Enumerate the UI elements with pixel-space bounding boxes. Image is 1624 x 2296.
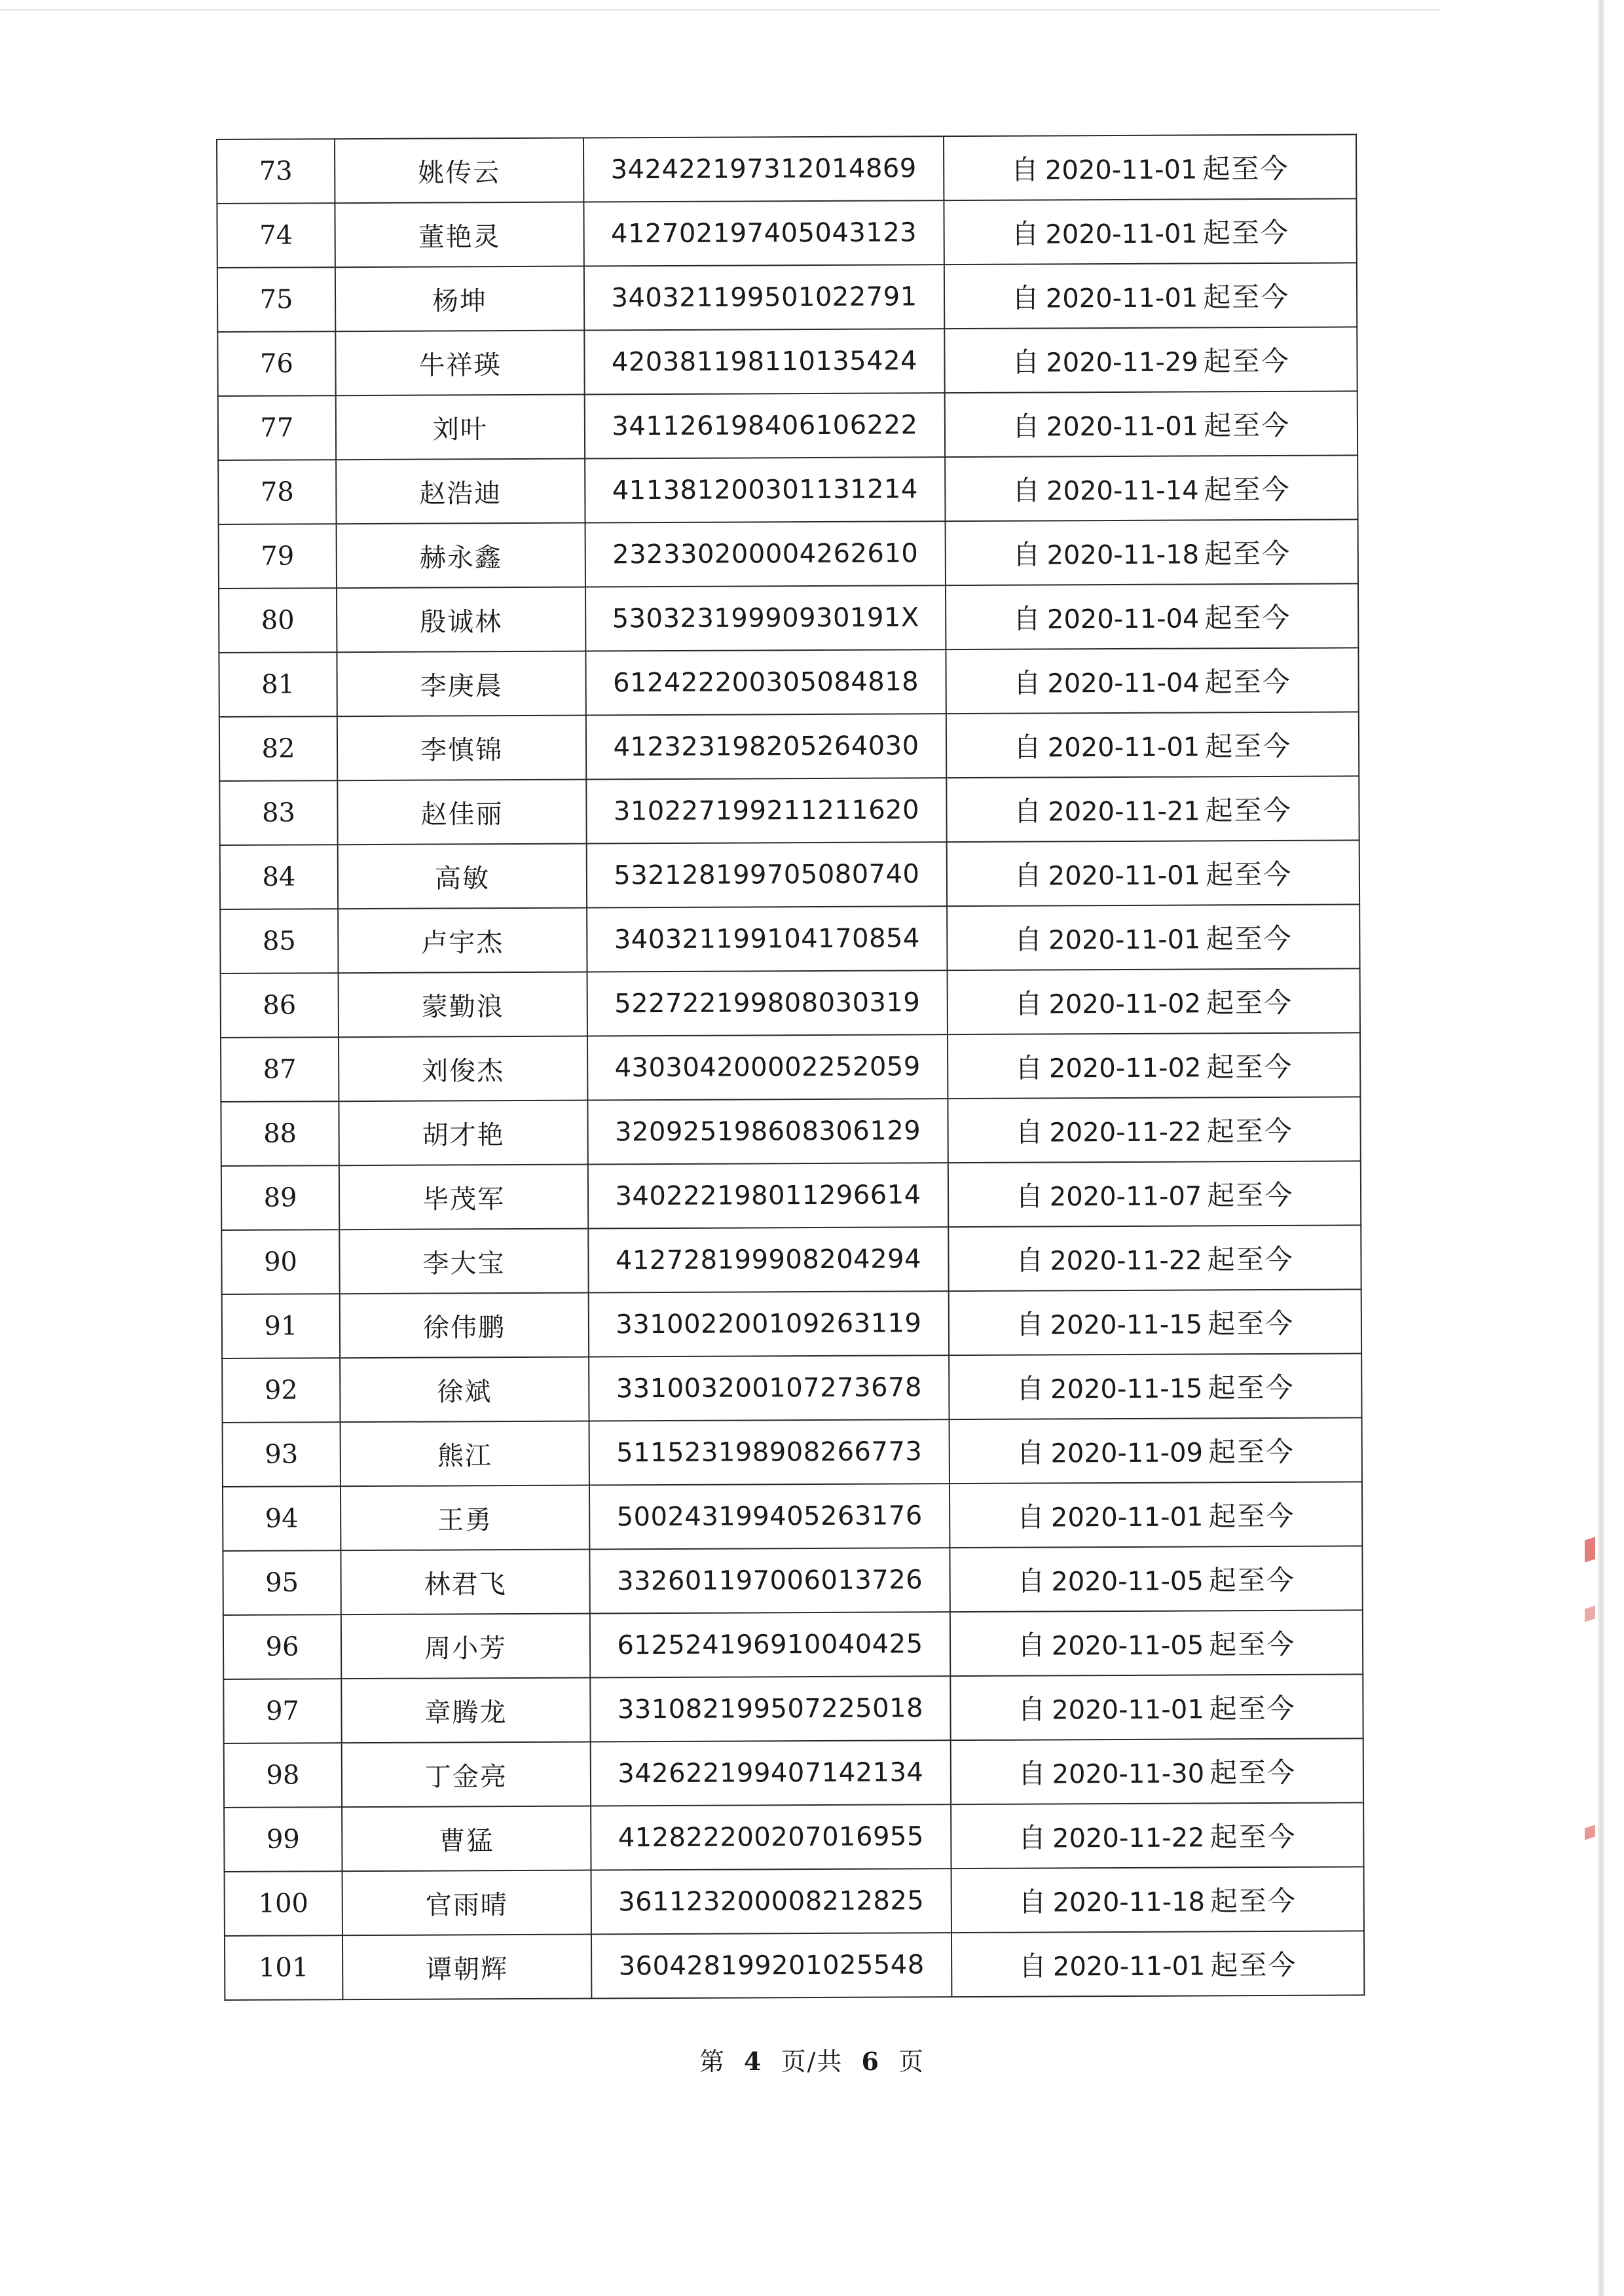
since-date: 2020-11-01 xyxy=(1045,283,1198,314)
id-number-cell: 331082199507225018 xyxy=(590,1676,950,1741)
since-prefix: 自 xyxy=(1010,153,1041,186)
id-number-cell: 331003200107273678 xyxy=(589,1355,949,1421)
since-suffix: 起至今 xyxy=(1206,858,1293,891)
since-suffix: 起至今 xyxy=(1208,1435,1295,1468)
id-number-cell: 511523198908266773 xyxy=(589,1419,950,1485)
since-suffix: 起至今 xyxy=(1210,1948,1297,1982)
since-prefix: 自 xyxy=(1011,217,1041,250)
since-prefix: 自 xyxy=(1013,731,1043,763)
row-number-cell: 78 xyxy=(218,460,336,524)
since-suffix: 起至今 xyxy=(1205,793,1292,827)
name-cell: 蒙勤浪 xyxy=(339,972,587,1038)
table-row xyxy=(219,712,1359,781)
id-number-cell: 411381200301131214 xyxy=(585,457,945,522)
since-date-cell xyxy=(951,1802,1363,1868)
row-number-cell: 85 xyxy=(220,909,338,974)
id-number-cell: 342422197312014869 xyxy=(583,136,944,202)
name-cell: 赫永鑫 xyxy=(337,523,585,589)
name-cell: 赵佳丽 xyxy=(337,780,586,845)
since-prefix: 自 xyxy=(1012,474,1042,507)
id-number-cell: 310227199211211620 xyxy=(586,778,946,843)
since-date-cell xyxy=(945,455,1357,521)
since-date-cell xyxy=(950,1482,1362,1548)
row-number-cell: 94 xyxy=(223,1486,341,1551)
since-prefix: 自 xyxy=(1014,795,1043,828)
since-date: 2020-11-01 xyxy=(1047,732,1200,763)
since-prefix: 自 xyxy=(1016,1308,1045,1341)
row-number-cell: 93 xyxy=(223,1422,341,1487)
table-row xyxy=(225,1931,1364,2000)
name-cell: 刘俊杰 xyxy=(339,1036,587,1102)
since-date-cell xyxy=(948,968,1360,1034)
table-row xyxy=(217,198,1356,268)
name-cell: 曹猛 xyxy=(342,1806,591,1872)
since-date: 2020-11-22 xyxy=(1049,1117,1202,1148)
seal-fragment xyxy=(1585,1537,1595,1562)
table-row xyxy=(218,391,1357,460)
since-prefix: 自 xyxy=(1018,1821,1048,1854)
table-row xyxy=(221,1225,1361,1294)
id-number-cell: 332601197006013726 xyxy=(589,1548,950,1613)
name-cell: 姚传云 xyxy=(335,138,583,204)
since-date: 2020-11-14 xyxy=(1046,475,1199,507)
since-suffix: 起至今 xyxy=(1208,1499,1295,1533)
since-date: 2020-11-18 xyxy=(1052,1887,1206,1918)
since-prefix: 自 xyxy=(1018,1693,1047,1726)
table-row xyxy=(222,1289,1361,1358)
table-row xyxy=(221,1161,1361,1230)
since-prefix: 自 xyxy=(1018,1886,1048,1918)
table-row xyxy=(223,1610,1363,1679)
since-date: 2020-11-01 xyxy=(1045,219,1198,250)
id-number-cell: 500243199405263176 xyxy=(589,1484,950,1549)
name-cell: 章腾龙 xyxy=(341,1678,590,1743)
since-date-cell xyxy=(948,1032,1360,1099)
since-date: 2020-11-04 xyxy=(1047,668,1200,699)
since-date: 2020-11-09 xyxy=(1050,1438,1204,1469)
name-cell: 周小芳 xyxy=(341,1614,590,1679)
name-cell: 殷诚林 xyxy=(337,587,585,653)
table-row xyxy=(219,776,1359,845)
since-suffix: 起至今 xyxy=(1204,601,1291,634)
footer-suffix: 页 xyxy=(898,2047,925,2076)
roster-body xyxy=(217,134,1364,2000)
since-suffix: 起至今 xyxy=(1202,152,1289,185)
since-suffix: 起至今 xyxy=(1206,922,1293,955)
id-number-cell: 412822200207016955 xyxy=(591,1804,951,1870)
table-row xyxy=(223,1417,1362,1487)
since-suffix: 起至今 xyxy=(1204,473,1291,506)
since-date-cell xyxy=(949,1353,1361,1419)
name-cell: 丁金亮 xyxy=(342,1742,591,1808)
since-prefix: 自 xyxy=(1016,1244,1045,1277)
since-suffix: 起至今 xyxy=(1208,1307,1295,1340)
name-cell: 李庚晨 xyxy=(337,651,585,717)
since-date-cell xyxy=(951,1931,1364,1997)
id-number-cell: 412728199908204294 xyxy=(588,1227,948,1292)
table-row xyxy=(221,968,1360,1038)
since-date-cell xyxy=(946,647,1358,714)
since-suffix: 起至今 xyxy=(1204,665,1291,699)
since-suffix: 起至今 xyxy=(1204,409,1291,442)
name-cell: 李大宝 xyxy=(339,1229,588,1294)
row-number-cell: 89 xyxy=(221,1165,339,1230)
table-row xyxy=(221,1097,1360,1166)
since-date-cell xyxy=(944,327,1357,393)
since-prefix: 自 xyxy=(1016,1372,1046,1405)
since-prefix: 自 xyxy=(1014,923,1044,956)
table-row xyxy=(217,263,1357,332)
since-date-cell xyxy=(947,840,1359,906)
since-suffix: 起至今 xyxy=(1206,1114,1293,1148)
row-number-cell: 87 xyxy=(221,1037,339,1102)
since-date: 2020-11-05 xyxy=(1051,1566,1204,1597)
name-cell: 牛祥瑛 xyxy=(335,331,584,396)
table-row xyxy=(221,1032,1360,1102)
table-row xyxy=(217,327,1357,396)
since-date-cell xyxy=(950,1610,1363,1676)
row-number-cell: 75 xyxy=(217,267,335,332)
footer-prefix: 第 xyxy=(699,2047,726,2076)
since-date-cell xyxy=(944,198,1356,264)
since-suffix: 起至今 xyxy=(1207,1243,1294,1276)
id-number-cell: 340222198011296614 xyxy=(588,1163,948,1228)
table-row xyxy=(220,904,1359,974)
since-date-cell xyxy=(951,1867,1364,1933)
since-suffix: 起至今 xyxy=(1209,1756,1297,1789)
current-page-number: 4 xyxy=(744,2047,763,2076)
since-date-cell xyxy=(949,1289,1361,1355)
row-number-cell: 82 xyxy=(219,716,337,781)
since-date-cell xyxy=(946,776,1359,842)
since-prefix: 自 xyxy=(1017,1565,1046,1597)
since-prefix: 自 xyxy=(1011,282,1041,314)
id-number-cell: 612422200305084818 xyxy=(585,649,946,715)
since-date: 2020-11-01 xyxy=(1048,924,1201,956)
row-number-cell: 86 xyxy=(221,973,339,1038)
since-date: 2020-11-30 xyxy=(1052,1758,1205,1790)
row-number-cell: 98 xyxy=(224,1743,342,1808)
name-cell: 林君飞 xyxy=(341,1550,589,1615)
since-prefix: 自 xyxy=(1015,1116,1044,1148)
row-number-cell: 91 xyxy=(222,1294,340,1358)
name-cell: 董艳灵 xyxy=(335,202,583,268)
id-number-cell: 420381198110135424 xyxy=(584,329,944,394)
since-suffix: 起至今 xyxy=(1209,1884,1297,1918)
since-prefix: 自 xyxy=(1014,1051,1044,1084)
since-prefix: 自 xyxy=(1018,1757,1047,1790)
id-number-cell: 360428199201025548 xyxy=(591,1933,951,1998)
table-row xyxy=(223,1546,1362,1615)
since-date-cell xyxy=(948,1161,1361,1227)
page-footer xyxy=(0,2041,1624,2077)
id-number-cell: 412323198205264030 xyxy=(586,714,946,779)
since-date-cell xyxy=(951,1738,1363,1804)
since-date: 2020-11-22 xyxy=(1050,1245,1202,1277)
since-prefix: 自 xyxy=(1018,1950,1048,1982)
since-prefix: 自 xyxy=(1012,538,1042,571)
since-suffix: 起至今 xyxy=(1208,1371,1295,1404)
footer-middle: 页/共 xyxy=(781,2047,843,2076)
since-date-cell xyxy=(948,1097,1360,1163)
id-number-cell: 522722199808030319 xyxy=(587,970,948,1036)
since-suffix: 起至今 xyxy=(1202,216,1289,249)
row-number-cell: 76 xyxy=(217,331,335,396)
table-row xyxy=(223,1674,1363,1743)
since-prefix: 自 xyxy=(1012,410,1041,443)
table-row xyxy=(224,1802,1363,1872)
since-suffix: 起至今 xyxy=(1205,729,1292,763)
since-date-cell xyxy=(944,134,1356,200)
since-date: 2020-11-29 xyxy=(1046,347,1198,378)
id-number-cell: 340321199104170854 xyxy=(587,906,947,972)
since-date: 2020-11-18 xyxy=(1046,539,1200,571)
row-number-cell: 95 xyxy=(223,1550,341,1615)
since-prefix: 自 xyxy=(1016,1501,1046,1533)
since-suffix: 起至今 xyxy=(1203,344,1290,378)
since-date: 2020-11-01 xyxy=(1046,411,1199,443)
table-row xyxy=(223,1482,1362,1551)
table-row xyxy=(219,583,1358,653)
table-row xyxy=(219,519,1358,589)
row-number-cell: 90 xyxy=(221,1230,339,1294)
since-date-cell xyxy=(946,519,1358,585)
since-suffix: 起至今 xyxy=(1206,986,1293,1019)
since-suffix: 起至今 xyxy=(1206,1050,1293,1084)
since-suffix: 起至今 xyxy=(1209,1692,1296,1725)
scan-right-edge xyxy=(1598,0,1604,2296)
row-number-cell: 74 xyxy=(217,203,335,268)
name-cell: 徐伟鹏 xyxy=(340,1293,589,1358)
row-number-cell: 80 xyxy=(219,588,337,653)
row-number-cell: 81 xyxy=(219,652,337,717)
id-number-cell: 412702197405043123 xyxy=(583,200,944,266)
id-number-cell: 532128199705080740 xyxy=(587,842,947,907)
since-date: 2020-11-04 xyxy=(1046,604,1200,635)
row-number-cell: 84 xyxy=(220,845,338,909)
name-cell: 高敏 xyxy=(338,844,587,909)
name-cell: 刘叶 xyxy=(336,395,585,460)
name-cell: 熊江 xyxy=(341,1421,589,1487)
table-row xyxy=(217,134,1356,204)
id-number-cell: 430304200002252059 xyxy=(587,1034,948,1100)
table-row xyxy=(222,1353,1361,1423)
id-number-cell: 53032319990930191X xyxy=(585,585,946,651)
row-number-cell: 99 xyxy=(224,1807,342,1872)
since-date-cell xyxy=(950,1674,1363,1740)
name-cell: 赵浩迪 xyxy=(336,459,585,524)
id-number-cell: 331002200109263119 xyxy=(589,1291,949,1357)
since-date: 2020-11-15 xyxy=(1050,1309,1203,1341)
scan-top-edge xyxy=(0,9,1441,10)
since-suffix: 起至今 xyxy=(1209,1820,1297,1853)
id-number-cell: 341126198406106222 xyxy=(585,393,945,458)
row-number-cell: 101 xyxy=(225,1935,342,2000)
name-cell: 毕茂军 xyxy=(339,1165,588,1230)
name-cell: 徐斌 xyxy=(340,1357,589,1423)
row-number-cell: 88 xyxy=(221,1101,339,1166)
since-suffix: 起至今 xyxy=(1208,1563,1295,1597)
since-prefix: 自 xyxy=(1013,666,1043,699)
table-row xyxy=(219,647,1358,717)
row-number-cell: 96 xyxy=(223,1614,341,1679)
id-number-cell: 342622199407142134 xyxy=(591,1740,951,1806)
name-cell: 杨坤 xyxy=(335,266,584,332)
since-date-cell xyxy=(946,712,1359,778)
roster-table xyxy=(216,134,1365,2001)
name-cell: 谭朝辉 xyxy=(342,1935,591,2000)
name-cell: 胡才艳 xyxy=(339,1101,587,1166)
since-date-cell xyxy=(946,583,1358,649)
name-cell: 卢宇杰 xyxy=(338,908,587,974)
id-number-cell: 232330200004262610 xyxy=(585,521,946,587)
since-suffix: 起至今 xyxy=(1209,1628,1296,1661)
table-row xyxy=(218,455,1357,524)
since-date: 2020-11-01 xyxy=(1052,1951,1206,1982)
name-cell: 李慎锦 xyxy=(337,716,586,781)
since-date-cell xyxy=(950,1546,1362,1612)
since-date-cell xyxy=(945,391,1357,457)
table-row xyxy=(220,840,1359,909)
since-suffix: 起至今 xyxy=(1204,537,1291,570)
since-prefix: 自 xyxy=(1016,1436,1046,1469)
since-date-cell xyxy=(948,1225,1361,1291)
table-row xyxy=(224,1738,1363,1808)
since-date: 2020-11-01 xyxy=(1052,1694,1204,1726)
since-date-cell xyxy=(944,263,1357,329)
since-date: 2020-11-22 xyxy=(1052,1823,1205,1854)
row-number-cell: 97 xyxy=(223,1679,341,1743)
since-date: 2020-11-15 xyxy=(1050,1374,1203,1405)
row-number-cell: 83 xyxy=(219,780,337,845)
id-number-cell: 361123200008212825 xyxy=(591,1868,951,1934)
since-date: 2020-11-05 xyxy=(1051,1630,1204,1662)
id-number-cell: 340321199501022791 xyxy=(584,264,944,330)
since-prefix: 自 xyxy=(1014,987,1044,1020)
since-prefix: 自 xyxy=(1017,1629,1046,1662)
row-number-cell: 100 xyxy=(225,1871,342,1936)
since-date-cell xyxy=(950,1417,1362,1484)
row-number-cell: 92 xyxy=(222,1358,340,1423)
id-number-cell: 612524196910040425 xyxy=(590,1612,950,1677)
seal-fragment xyxy=(1585,1825,1595,1840)
since-date-cell xyxy=(947,904,1359,970)
since-prefix: 自 xyxy=(1015,1180,1044,1212)
since-suffix: 起至今 xyxy=(1203,280,1290,314)
row-number-cell: 77 xyxy=(218,395,336,460)
row-number-cell: 73 xyxy=(217,139,335,204)
id-number-cell: 320925198608306129 xyxy=(587,1099,948,1164)
since-date: 2020-11-07 xyxy=(1049,1181,1202,1212)
since-prefix: 自 xyxy=(1012,346,1041,378)
since-date: 2020-11-02 xyxy=(1048,1053,1202,1084)
since-date: 2020-11-01 xyxy=(1044,155,1198,186)
name-cell: 王勇 xyxy=(341,1485,589,1551)
total-pages-number: 6 xyxy=(861,2047,880,2076)
since-date: 2020-11-01 xyxy=(1050,1502,1204,1533)
since-date: 2020-11-21 xyxy=(1048,796,1200,828)
since-suffix: 起至今 xyxy=(1207,1178,1294,1212)
name-cell: 官雨晴 xyxy=(342,1870,591,1936)
since-date: 2020-11-02 xyxy=(1048,989,1202,1020)
table-row xyxy=(225,1867,1364,1936)
since-date: 2020-11-01 xyxy=(1048,860,1201,892)
row-number-cell: 79 xyxy=(219,524,337,589)
since-prefix: 自 xyxy=(1014,859,1043,892)
seal-fragment xyxy=(1585,1605,1595,1622)
since-prefix: 自 xyxy=(1012,602,1043,635)
